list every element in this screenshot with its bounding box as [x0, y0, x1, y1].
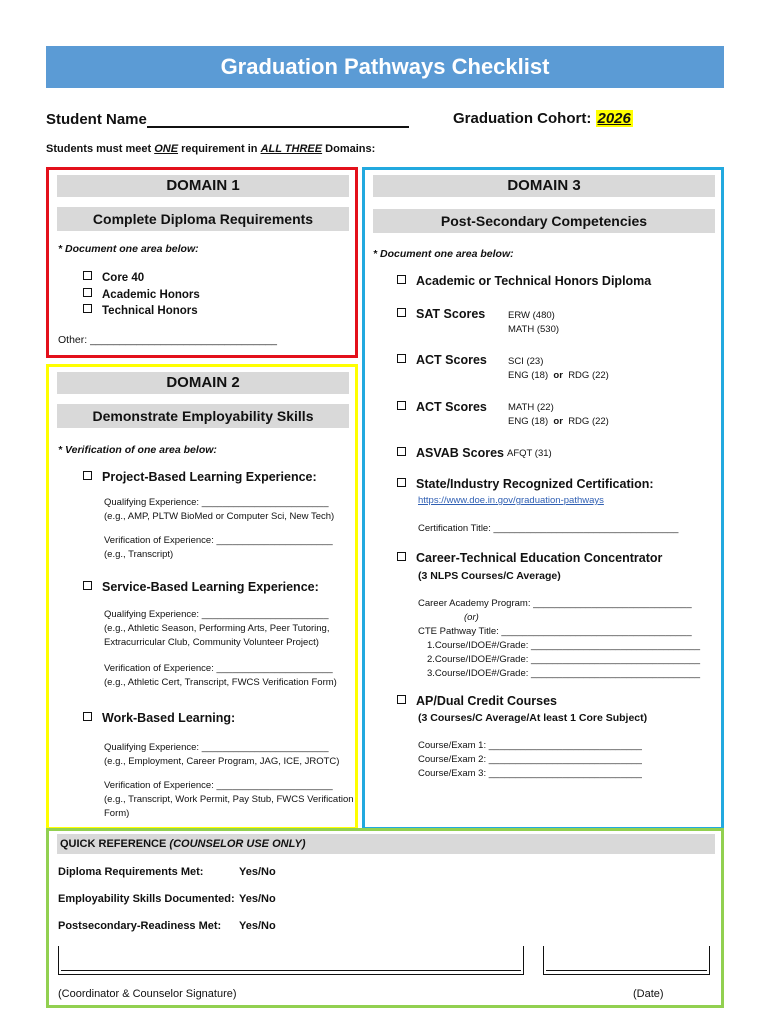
- domain3-subtitle: Post-Secondary Competencies: [373, 209, 715, 233]
- act2-or: or: [553, 416, 563, 427]
- ap-subtitle: (3 Courses/C Average/At least 1 Core Subject): [418, 712, 648, 724]
- sat-requirements: [508, 309, 559, 337]
- project-verification[interactable]: [104, 534, 333, 562]
- checkbox-label: ACT Scores: [416, 353, 487, 367]
- qualifying-line[interactable]: Qualifying Experience: ________________________: [104, 742, 329, 753]
- checkbox-label: State/Industry Recognized Certification:: [416, 477, 654, 491]
- qualifying-example: (e.g., AMP, PLTW BioMed or Computer Sci, New Tech): [104, 511, 335, 522]
- req-all: ALL THREE: [260, 143, 323, 155]
- checkbox-work-based[interactable]: [83, 711, 235, 725]
- qr-value-employability[interactable]: Yes/No: [239, 893, 276, 905]
- checkbox-act-math[interactable]: [397, 400, 487, 414]
- cte-pathway-field[interactable]: CTE Pathway Title: ____________________________________: [418, 626, 692, 637]
- verification-example: (e.g., Athletic Cert, Transcript, FWCS Verification Form): [104, 677, 337, 688]
- cte-course3-field[interactable]: 3.Course/IDOE#/Grade: ________________________________: [427, 668, 701, 679]
- req-one: ONE: [154, 143, 179, 155]
- graduation-pathways-link[interactable]: https://www.doe.in.gov/graduation-pathways: [418, 495, 604, 506]
- ap-course2-field[interactable]: Course/Exam 2: _____________________________: [418, 754, 642, 765]
- checkbox-label: ACT Scores: [416, 400, 487, 414]
- qr-value-diploma[interactable]: Yes/No: [239, 866, 276, 878]
- checkbox-label: Core 40: [102, 272, 145, 284]
- verification-example: (e.g., Transcript, Work Permit, Pay Stub, FWCS Verification: [104, 794, 354, 805]
- page-title: Graduation Pathways Checklist: [46, 46, 724, 88]
- cohort-value: 2026: [597, 110, 631, 127]
- sat-math: MATH (530): [508, 324, 560, 335]
- checkbox-label: Technical Honors: [102, 305, 198, 317]
- student-name-field[interactable]: [46, 110, 409, 128]
- work-verification[interactable]: [104, 779, 354, 821]
- graduation-cohort: [453, 110, 633, 127]
- act2-eng-rdg: [508, 415, 609, 429]
- signature-line[interactable]: [61, 946, 521, 971]
- quick-reference-box: [46, 828, 724, 1008]
- checkbox-label: Career-Technical Education Concentrator: [416, 551, 663, 565]
- checkbox-label: Work-Based Learning:: [102, 711, 236, 725]
- student-name-line[interactable]: [147, 110, 409, 128]
- domain3-note: * Document one area below:: [373, 248, 514, 260]
- checkbox-icon[interactable]: [83, 304, 92, 313]
- act1-eng-rdg: [508, 369, 609, 383]
- req-mid: requirement in: [178, 143, 261, 155]
- act1-or: or: [553, 370, 563, 381]
- act1-requirements: [508, 355, 609, 383]
- work-qualifying[interactable]: [104, 741, 339, 769]
- act2-rdg: RDG (22): [568, 416, 609, 427]
- ap-fields[interactable]: [418, 739, 642, 781]
- ap-course1-field[interactable]: Course/Exam 1: _____________________________: [418, 740, 642, 751]
- checkbox-icon[interactable]: [83, 471, 92, 480]
- qualifying-example: Extracurricular Club, Community Volunteer Project): [104, 637, 319, 648]
- qualifying-example: (e.g., Employment, Career Program, JAG, ICE, JROTC): [104, 756, 340, 767]
- checkbox-icon[interactable]: [83, 581, 92, 590]
- cte-or: (or): [464, 612, 479, 623]
- checkbox-label: ASVAB Scores: [416, 446, 504, 460]
- checkbox-icon[interactable]: [397, 447, 406, 456]
- req-prefix: Students must meet: [46, 143, 155, 155]
- qr-title-italic: (COUNSELOR USE ONLY): [169, 838, 306, 850]
- checkbox-cte-concentrator[interactable]: [397, 551, 662, 565]
- qr-label: Postsecondary-Readiness Met:: [58, 920, 222, 932]
- checkbox-label: SAT Scores: [416, 307, 486, 321]
- checkbox-icon[interactable]: [83, 288, 92, 297]
- cte-fields[interactable]: [418, 597, 718, 681]
- checkbox-honors-diploma[interactable]: [397, 274, 651, 288]
- date-label: (Date): [633, 988, 664, 1000]
- qualifying-line[interactable]: Qualifying Experience: ________________________: [104, 497, 329, 508]
- project-qualifying[interactable]: [104, 496, 334, 524]
- domain1-title: DOMAIN 1: [57, 175, 349, 197]
- req-suffix: Domains:: [322, 143, 376, 155]
- checkbox-icon[interactable]: [397, 552, 406, 561]
- domain2-note: * Verification of one area below:: [58, 444, 217, 456]
- date-box[interactable]: [543, 946, 710, 975]
- verification-example: Form): [104, 808, 130, 819]
- ap-course3-field[interactable]: Course/Exam 3: _____________________________: [418, 768, 642, 779]
- cte-course2-field[interactable]: 2.Course/IDOE#/Grade: ________________________________: [427, 654, 701, 665]
- date-line[interactable]: [546, 946, 707, 971]
- checkbox-icon[interactable]: [397, 401, 406, 410]
- qr-row-postsecondary: [58, 920, 221, 932]
- requirement-instruction: [46, 143, 375, 155]
- checkbox-icon[interactable]: [397, 478, 406, 487]
- checkbox-icon[interactable]: [397, 695, 406, 704]
- domain3-title: DOMAIN 3: [373, 175, 715, 197]
- verification-line[interactable]: Verification of Experience: ______________________: [104, 663, 333, 674]
- signature-box[interactable]: [58, 946, 524, 975]
- checkbox-ap-dual-credit[interactable]: [397, 694, 557, 708]
- domain2-title: DOMAIN 2: [57, 372, 349, 394]
- checkbox-label: Academic or Technical Honors Diploma: [416, 274, 652, 288]
- act1-rdg: RDG (22): [568, 370, 609, 381]
- qualifying-line[interactable]: Qualifying Experience: ________________________: [104, 609, 329, 620]
- checkbox-label: Academic Honors: [102, 289, 200, 301]
- checkbox-icon[interactable]: [397, 308, 406, 317]
- asvab-requirement: AFQT (31): [507, 448, 552, 459]
- checkbox-icon[interactable]: [397, 354, 406, 363]
- checkbox-act-science[interactable]: [397, 353, 487, 367]
- verification-line[interactable]: Verification of Experience: ______________________: [104, 780, 333, 791]
- act2-requirements: [508, 401, 609, 429]
- checkbox-academic-honors[interactable]: [83, 288, 200, 301]
- checkbox-core40[interactable]: [83, 271, 144, 284]
- checkbox-icon[interactable]: [83, 712, 92, 721]
- quick-reference-header: [57, 834, 715, 854]
- checkbox-asvab[interactable]: [397, 446, 504, 460]
- act2-eng: ENG (18): [508, 416, 549, 427]
- verification-example: (e.g., Transcript): [104, 549, 174, 560]
- act2-math: MATH (22): [508, 402, 554, 413]
- domain1-other-field[interactable]: Other: ________________________________: [58, 334, 277, 346]
- checkbox-label: AP/Dual Credit Courses: [416, 694, 558, 708]
- checkbox-service-based[interactable]: [83, 580, 319, 594]
- quick-reference-title: [57, 834, 715, 850]
- qr-title-main: QUICK REFERENCE: [60, 838, 170, 850]
- sat-erw: ERW (480): [508, 310, 555, 321]
- cte-course1-field[interactable]: 1.Course/IDOE#/Grade: ________________________________: [427, 640, 701, 651]
- qualifying-example: (e.g., Athletic Season, Performing Arts, Peer Tutoring,: [104, 623, 330, 634]
- verification-line[interactable]: Verification of Experience: ______________________: [104, 535, 333, 546]
- checkbox-icon[interactable]: [397, 275, 406, 284]
- qr-label: Employability Skills Documented:: [58, 893, 235, 905]
- service-qualifying[interactable]: [104, 608, 329, 650]
- checkbox-icon[interactable]: [83, 271, 92, 280]
- student-name-label: Student Name: [46, 111, 147, 128]
- qr-row-diploma: [58, 866, 203, 878]
- domain2-subtitle: Demonstrate Employability Skills: [57, 404, 349, 428]
- certification-title-field[interactable]: Certification Title: ___________________________________: [418, 523, 679, 534]
- checkbox-certification[interactable]: [397, 477, 654, 491]
- checkbox-sat[interactable]: [397, 307, 485, 321]
- cohort-label: Graduation Cohort:: [453, 110, 592, 127]
- checkbox-project-based[interactable]: [83, 470, 317, 484]
- domain1-subtitle: Complete Diploma Requirements: [57, 207, 349, 231]
- checkbox-technical-honors[interactable]: [83, 304, 198, 317]
- service-verification[interactable]: [104, 662, 337, 690]
- checkbox-label: Service-Based Learning Experience:: [102, 580, 319, 594]
- cte-subtitle: (3 NLPS Courses/C Average): [418, 570, 561, 582]
- qr-row-employability: [58, 893, 235, 905]
- career-academy-field[interactable]: Career Academy Program: ______________________________: [418, 598, 692, 609]
- qr-label: Diploma Requirements Met:: [58, 866, 204, 878]
- qr-value-postsecondary[interactable]: Yes/No: [239, 920, 276, 932]
- act1-eng: ENG (18): [508, 370, 549, 381]
- signature-label: (Coordinator & Counselor Signature): [58, 988, 237, 1000]
- domain1-note: * Document one area below:: [58, 243, 199, 255]
- checkbox-label: Project-Based Learning Experience:: [102, 470, 317, 484]
- act1-sci: SCI (23): [508, 356, 544, 367]
